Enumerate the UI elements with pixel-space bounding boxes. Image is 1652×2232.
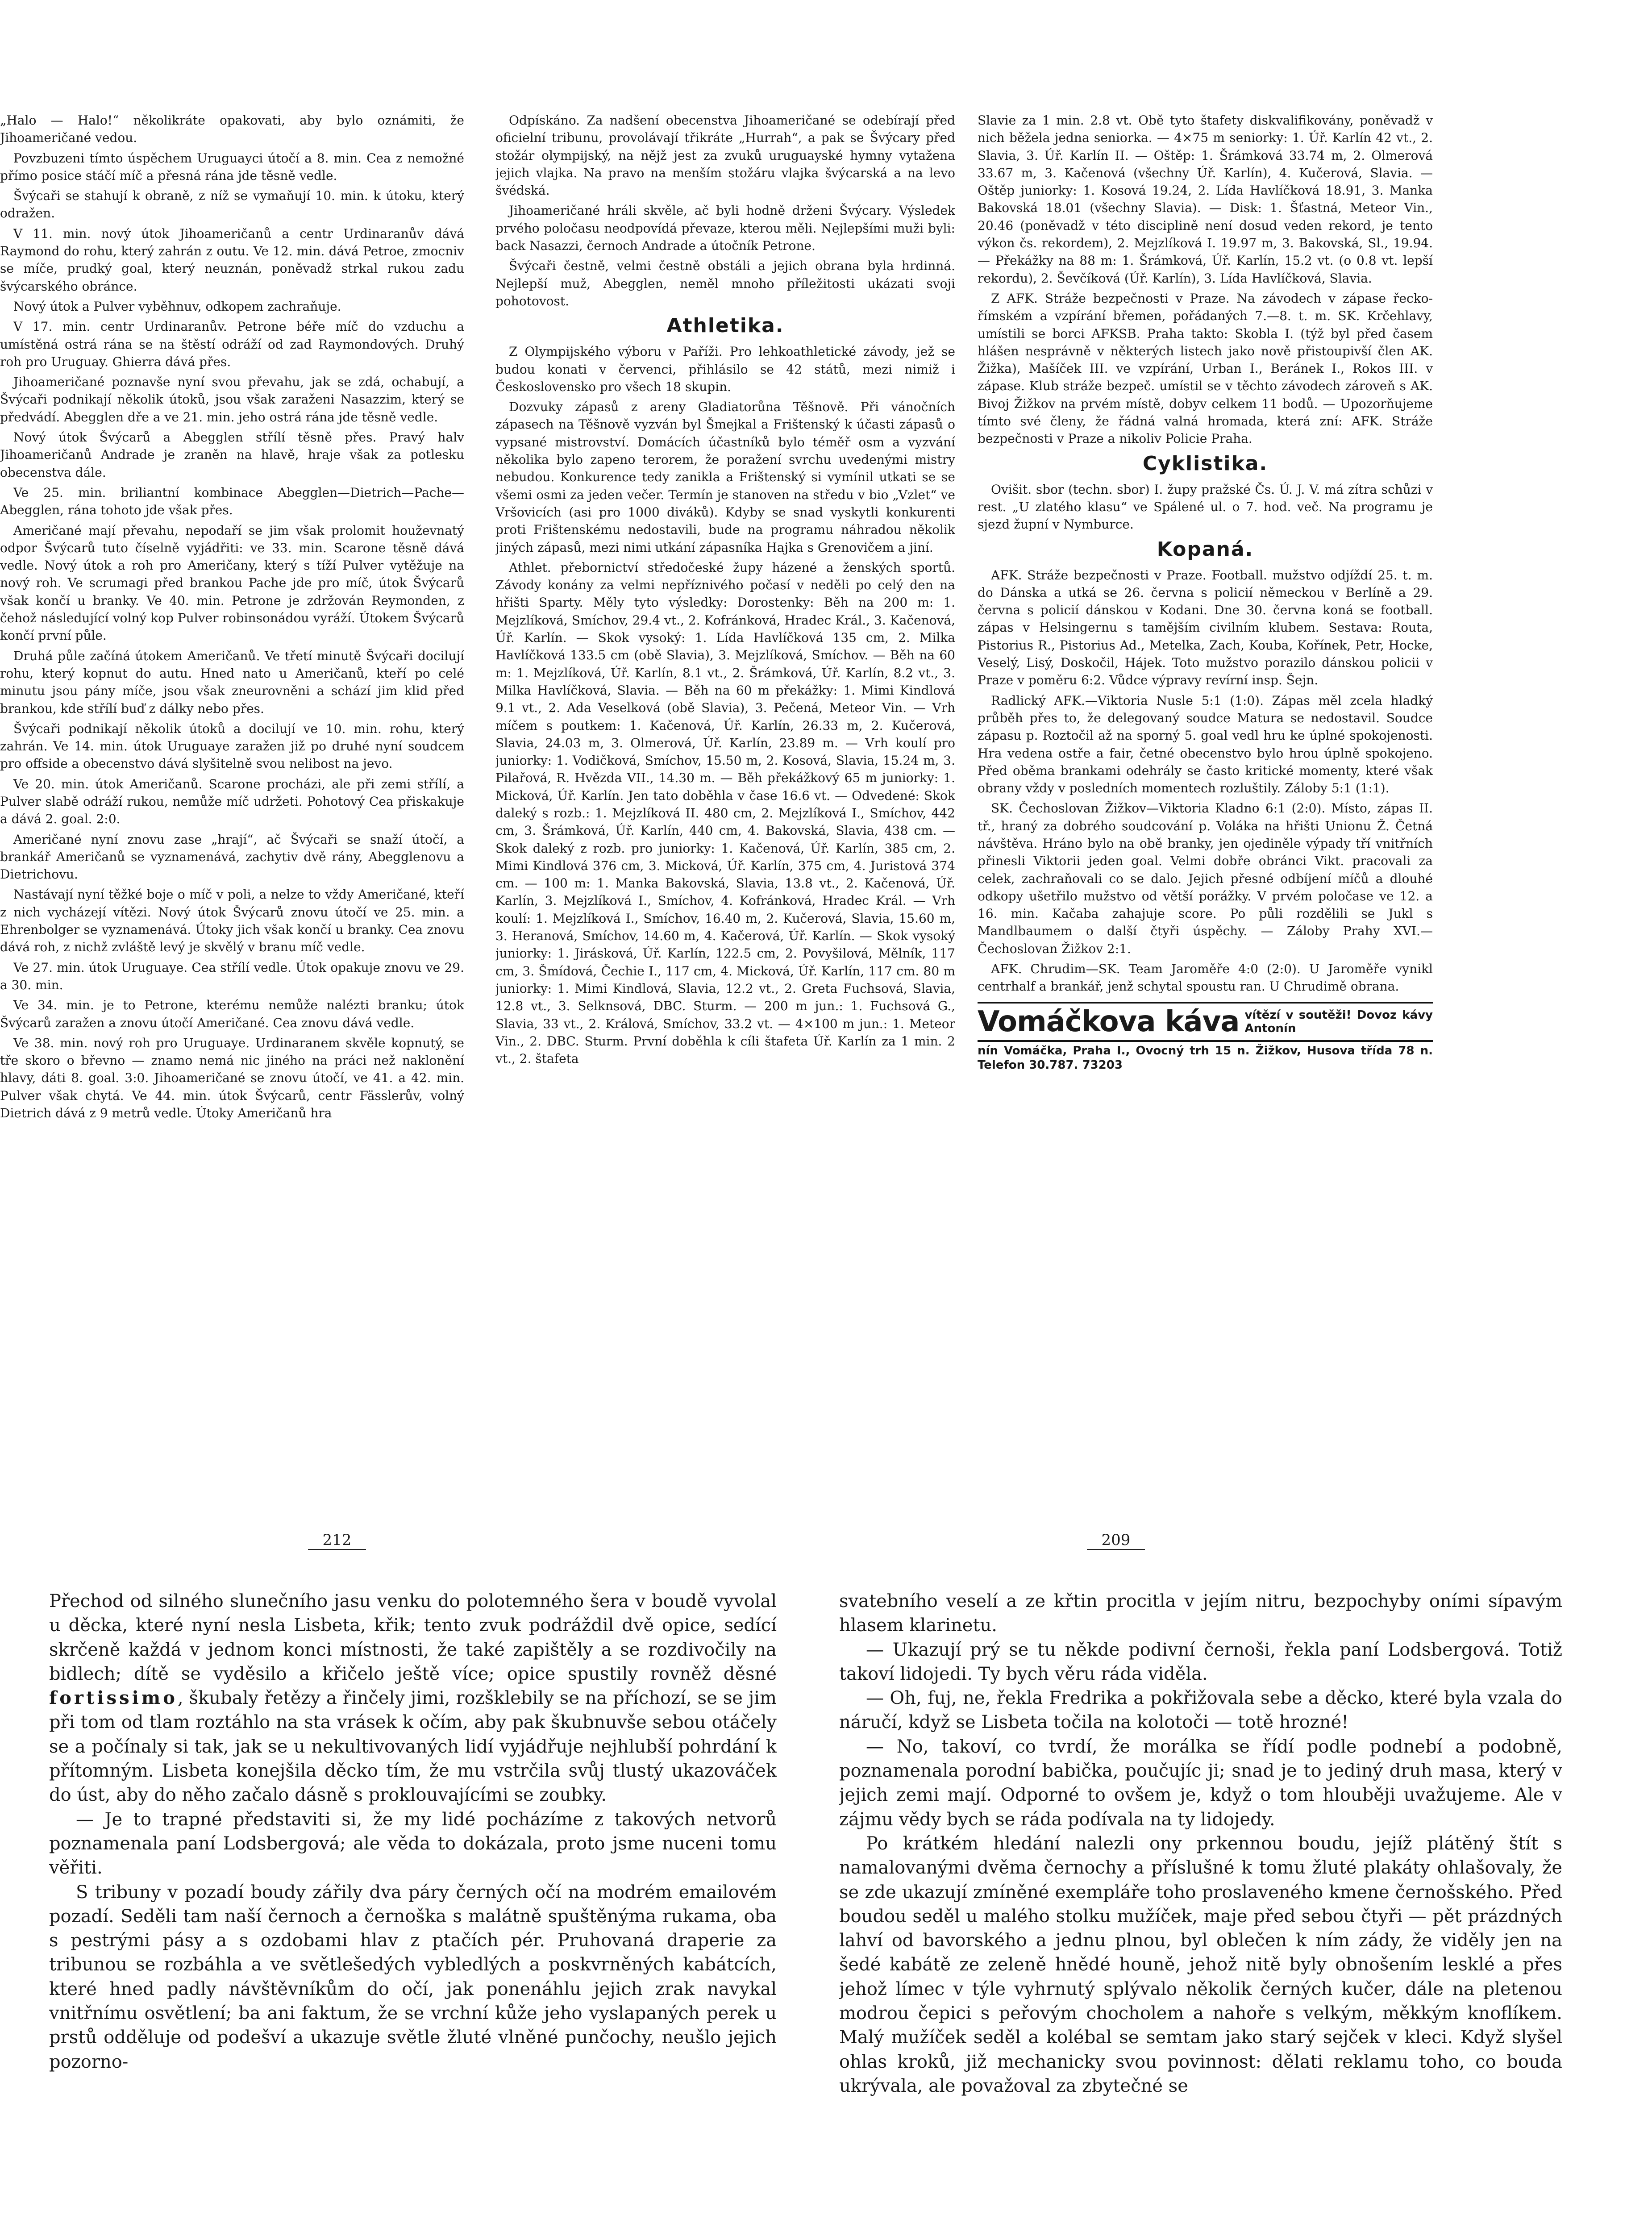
book-column-left (49, 1589, 777, 2232)
article-paragraph: Američané nyní znovu zase „hrají“, ač Švýcaři se snaží útočí, a brankář Američanů se vyznamenává, zachytiv dvě rány, Abegglenovu a Dietrichovu. (0, 832, 464, 882)
book-paragraph: Po krátkém hledání nalezli ony prkennou boudu, jejíž plátěný štít s namalovanými dvěma černochy a příslušné k tomu žluté plakáty ohlašovaly, že se zde ukazují zmíněné exempláře toho proslaveného kmene černošského. Před boudou seděl u malého stolku mužíček, maje před sebou čtyři — pět prázdných lahví od bavorského a jednu plnou, byl oblečen k ním zády, že viděly jen na šedé kabátě ze zeleně hnědé houně, jehož nitě byly obnošením lesklé a přes jehož límec v týle vyhrnutý splývalo několik černých kučer, dále na pletenou modrou čepici s peřovým chocholem a nahoře s velkým, měkkým knoflíkem. Malý mužíček seděl a kolébal se semtam jako starý sejček v kleci. Když slyšel ohlas kroků, již mechanicky svou povinnost: dělati reklamu toho, co bouda ukrývala, ale považoval za zbytečné se (839, 1833, 1562, 2096)
page-number-rule-left (308, 1549, 366, 1550)
book-paragraph: Přechod od silného slunečního jasu venku do polotemného šera v boudě vyvolal u děcka, které nyní nesla Lisbeta, křik; tento zvuk podráždil dvě opice, sedící skrčeně každá v jednom konci místnosti, že také zapištěly a se rozdivočily na bidlech; dítě se vyděsilo a křičelo ještě více; opice spustily rovněž děsné fortissimo, škubaly řetězy a řinčely jimi, rozšklebily se na příchozí, se se jim při tom od tlam roztáhlo na sta vrásek k očím, aby pak škubnuvše sebou otáčely se a počínaly si tak, jak se u nekultivovaných lidí vyjádřuje nejhlubší pohrdání k přítomným. Lisbeta konejšila děcko tím, že mu vstrčila svůj tlustý ukazováček do úst, aby do něho začalo dásně s proklouvajícími se zoubky. (49, 1591, 777, 1806)
advert-slogan: vítězí v soutěži! Dovoz kávy Antonín (1244, 1008, 1433, 1035)
article-paragraph: Nový útok Švýcarů a Abegglen střílí těsně přes. Pravý halv Jihoameričanů Andrade je zraněn na hlavě, hraje však za potlesku obecenstva dále. (0, 430, 464, 480)
article-paragraph: Odpískáno. Za nadšení obecenstva Jihoameričané se odebírají před oficielní tribunu, provolávají třikráte „Hurrah“, a pak se Švýcary před stožár olympijský, na nějž jest za zvuků uruguayské hymny vytažena jejich vlajka. Na pravo na menším stožáru vlajka švýcarská a na levo švédská. (495, 113, 955, 198)
article-paragraph: Jihoameričané poznavše nyní svou převahu, jak se zdá, ochabují, a Švýcaři podnikají několik útoků, jsou však zaraženi Nasazzim, který se předvádí. Abegglen dře a ve 21. min. jeho ostrá rána jde těsně vedle. (0, 375, 464, 425)
article-paragraph: Švýcaři se stahují k obraně, z níž se vymaňují 10. min. k útoku, který odražen. (0, 188, 464, 221)
article-paragraph: Povzbuzeni tímto úspěchem Uruguayci útočí a 8. min. Cea z nemožné přímo posice stáčí míč a přesná rána jde těsně vedle. (0, 150, 464, 183)
article-paragraph: Ve 27. min. útok Uruguaye. Cea střílí vedle. Útok opakuje znovu ve 29. a 30. min. (0, 960, 464, 992)
book-paragraph: — Ukazují prý se tu někde podivní černoši, řekla paní Lodsbergová. Totiž takoví lidojedi. Ty bych věru ráda viděla. (839, 1639, 1562, 1684)
newspaper-page-number-left: 212 (322, 1531, 352, 1549)
article-paragraph: Ve 38. min. nový roh pro Uruguaye. Urdinaranem skvěle kopnutý, se tře skoro o břevno — znamo nemá nic jiného na práci než naklonění hlavy, dáti 8. goal. 3:0. Jihoameričané se znovu útočí, ve 41. a 42. min. Pulver však chytá. Ve 44. min. útok Švýcarů, centr Fässlerův, volný Dietrich dává z 9 metrů vedle. Útoky Američanů hra (0, 1035, 464, 1121)
newspaper-column-football-report (0, 112, 464, 1504)
article-paragraph: V 11. min. nový útok Jihoameričanů a centr Urdinaranův dává Raymond do rohu, který zahrán z outu. Ve 12. min. dává Petroe, zmocniv se míče, prudký goal, který neuznán, poněvadž strkal rukou zadu švýcarského obránce. (0, 226, 464, 294)
article-paragraph: AFK. Stráže bezpečnosti v Praze. Football. mužstvo odjíždí 25. t. m. do Dánska a utká se 26. června s policií německou v Berlíně a 29. června s policií dánskou v Kodani. Dne 30. června koná se football. zápas v Helsingernu s tamějším civilním klubem. Sestava: Routa, Pistorius R., Pistorius Ad., Metelka, Zach, Kouba, Kořínek, Petr, Hocke, Veselý, Lisý, Doskočil, Hájek. Toto mužstvo porazilo dánskou policii v Praze v poměru 6:2. Vůdce výpravy revírní insp. Šejn. (978, 567, 1433, 688)
book-paragraph: — Oh, fuj, ne, řekla Fredrika a pokřižovala sebe a děcko, které byla vzala do náručí, když se Lisbeta točila na kolotoči — totě hrozné! (839, 1688, 1562, 1733)
cycling-articles (978, 481, 1433, 533)
article-paragraph: Z AFK. Stráže bezpečnosti v Praze. Na závodech v zápase řecko-římském a vzpírání břemen, pořádaných 7.—8. t. m. SK. Krčehlavy, umístili se borci AFKSB. Praha takto: Skobla I. (týž byl před časem hlášen nesprávně v některých listech jako nově přistoupivší člen AK. Žižka), Mašíček III. ve vzpírání, Urban I., Beránek I., Rokos III. v zápase. Klub stráže bezpeč. umístil se v těchto závodech zároveň s AK. Bivoj Žižkov na prvém místě, dobyv celkem 11 bodů. — Upozorňujeme tímto své členy, že řádná valná hromada, která zní: AFK. Stráže bezpečnosti v Praze a nikoliv Policie Praha. (978, 291, 1433, 446)
article-paragraph: Nový útok a Pulver vyběhnuv, odkopem zachraňuje. (13, 299, 341, 314)
article-paragraph: Slavie za 1 min. 2.8 vt. Obě tyto štafety diskvalifikovány, poněvadž v nich běžela jedna seniorka. — 4×75 m seniorky: 1. Úř. Karlín 42 vt., 2. Slavia, 3. Úř. Karlín II. — Oštěp: 1. Šrámková 33.74 m, 2. Olmerová 33.67 m, 3. Kačenová (všechny Úř. Karlín), 4. Kučerová, Slavia. — Oštěp juniorky: 1. Kosová 19.24, 2. Lída Havlíčková 18.91, 3. Manka Bakovská 18.01 (všechny Slavia). — Disk: 1. Šťastná, Meteor Vin., 20.46 (poněvadž v této disciplině není dosud veden rekord, je tento výkon čs. rekordem), 2. Mejzlíková I. 19.97 m, 3. Bakovská, Sl., 19.94. — Překážky na 88 m: 1. Šrámková, Úř. Karlín, 15.2 vt. (o 0.8 vt. lepší rekordu), 2. Ševčíková (Úř. Karlín), 3. Lída Havlíčková, Slavia. (978, 113, 1433, 286)
page-number-rule-right (1087, 1549, 1145, 1550)
article-paragraph: Nastávají nyní těžké boje o míč v poli, a nelze to vždy Američané, kteří z nich vycházejí vítězi. Nový útok Švýcarů znovu útočí ve 25. min. a Ehrenbolger se vyznamenává. Útoky jich však končí u branky. Cea znovu dává roh, z nichž zvláště levý je skvělý v branu míč vedle. (0, 887, 464, 955)
book-paragraph: — Je to trapné představiti si, že my lidé pocházíme z takových netvorů poznamenala paní Lodsbergová; ale věda to dokázala, proto jsme nuceni tomu věřiti. (49, 1809, 777, 1878)
newspaper-column-sports-news (978, 112, 1433, 1504)
football-articles (978, 566, 1433, 995)
section-heading-athletics: Athletika. (666, 314, 784, 337)
article-paragraph: V 17. min. centr Urdinaranův. Petrone béře míč do vzduchu a umístěná ostrá rána se na štěstí odráží od zad Raymondových. Druhý roh pro Uruguay. Ghierra dává přes. (0, 319, 464, 369)
emphasized-word: fortissimo (49, 1687, 178, 1709)
article-paragraph: Dozvuky zápasů z areny Gladiatorůna Těšnově. Při vánočních zápasech na Těšnově vyzván byl Šmejkal a Frištenský k účasti zápasů o vypsané mistrovství. Domácích účastníků bylo téměř osm a vyzvání několika bylo zapeno terorem, že poražení svrchu uvedenými mistry nebudou. Konkurence tedy zanikla a Frištenský si vymínil utkati se se všemi osmi za jeden večer. Termín je stanoven na středu v bio „Vzlet“ ve Vršovicích (asi pro 1000 diváků). Kdyby se snad vyskytli konkurenti proti Frištenskému nedostavili, bude na programu náhradou několik jiných zápasů, mezi nimi utkání zápasníka Hajka s Grenovičem a jiní. (495, 400, 955, 555)
athletics-articles (495, 343, 955, 1067)
article-paragraph: Švýcaři čestně, velmi čestně obstáli a jejich obrana byla hrdinná. Nejlepší muž, Abegglen, neměl mnoho příležitosti ukázati svoji pohotovost. (495, 258, 955, 308)
article-paragraph: Athlet. přebornictví středočeské župy házené a ženských sportů. Závody konány za velmi nepříznivého počasí v neděli po celý den na hřišti Sparty. Měly tyto výsledky: Dorostenky: Běh na 200 m: 1. Mejzlíková, Smíchov, 29.4 vt., 2. Kofránková, Hradec Král., 3. Kačenová, Úř. Karlín. — Skok vysoký: 1. Lída Havlíčková 135 cm, 2. Milka Havlíčková 133.5 cm (obě Slavia), 3. Mejzlíková, Smíchov. — Běh na 60 m: 1. Mejzlíková, Úř. Karlín, 8.1 vt., 2. Šrámková, Úř. Karlín, 8.2 vt., 3. Milka Havlíčková, Slavia. — Běh na 60 m překážky: 1. Mimi Kindlová 9.1 vt., 2. Ada Veselková (obě Slavia), 3. Pečená, Meteor Vin. — Vrh míčem s poutkem: 1. Kačenová, Úř. Karlín, 26.33 m, 2. Kučerová, Slavia, 24.03 m, 3. Olmerová, Úř. Karlín, 23.89 m. — Vrh koulí pro juniorky: 1. Vodičková, Smíchov, 15.50 m, 2. Kosová, Slavia, 15.24 m, 3. Pilařová, R. Hvězda VII., 14.30 m. — Běh překážkový 65 m juniorky: 1. Micková, Úř. Karlín. Jen tato doběhla v čase 16.6 vt. — Odvedené: Skok daleký s rozb.: 1. Mejzlíková II. 480 cm, 2. Mejzlíková I., Smíchov, 442 cm, 3. Šrámková, Úř. Karlín, 440 cm, 4. Bakovská, Slavia, 438 cm. — Skok daleký z rozb. pro juniorky: 1. Kačenová, Úř. Karlín, 385 cm, 2. Mimi Kindlová 376 cm, 3. Micková, Úř. Karlín, 375 cm, 4. Juristová 374 cm. — 100 m: 1. Manka Bakovská, Slavia, 13.8 vt., 2. Kačenová, Úř. Karlín, 3. Mejzlíková I., Smíchov, 4. Kofránková, Hradec Král. — Vrh koulí: 1. Mejzlíková I., Smíchov, 16.40 m, 2. Kučerová, Slavia, 15.60 m, 3. Heranová, Smíchov, 14.60 m, 4. Kačerová, Úř. Karlín. — Skok vysoký juniorky: 1. Jirásková, Úř. Karlín, 122.5 cm, 2. Povyšilová, Mělník, 117 cm, 3. Šmídová, Čechie I., 117 cm, 4. Micková, Úř. Karlín, 117 cm. 80 m juniorky: 1. Mimi Kindlová, Slavia, 12.2 vt., 2. Greta Fuchsová, Slavia, 12.8 vt., 3. Selknsová, DBC. Sturm. — 200 m jun.: 1. Fuchsová G., Slavia, 33 vt., 2. Králová, Smíchov, 33.2 vt. — 4×100 m jun.: 1. Meteor Vin., 2. DBC. Sturm. První doběhla k cíli štafeta Úř. Karlín za 1 min. 2 vt., 2. štafeta (495, 560, 955, 1066)
athletics-results-continued (978, 112, 1433, 448)
section-heading-football: Kopaná. (1157, 537, 1254, 561)
book-paragraph: S tribuny v pozadí boudy zářily dva páry černých očí na modrém emailovém pozadí. Seděli tam naší černoch a černoška s malátně spuštěnýma rukama, oba s pestrými pásy a s ozdobami hlav z ptačích pér. Pruhovaná draperie za tribunou se rozbáhla a ve světlešedých vybledlých a poskvrněných kabátcích, které hned padly návštěvníkům do očí, jak ponenáhlu jejich zrak navykal vnitřnímu osvětlení; ba ani faktum, že se vrchní kůže jeho vyslapaných perek u prstů odděluje od podešví a ukazuje světle žluté vlněné punčochy, neušlo jejich pozorno- (49, 1882, 777, 2072)
article-paragraph: Ve 25. min. briliantní kombinace Abegglen—Dietrich—Pache—Abegglen, rána tohoto jde však přes. (0, 485, 464, 518)
article-paragraph: Američané mají převahu, nepodaří se jim však prolomit houževnatý odpor Švýcarů tuto číselně vyjádřiti: ve 33. min. Scarone těsně dává vedle. Nový útok a roh pro Američany, který s tíží Pulver vytěžuje na nový roh. Ve scrumagi před brankou Pache jde pro míč, útok Švýcarů však končí u branky. Ve 40. min. Petrone je zdržován Reymonden, z čehož následující volný kop Pulver robinsonádou vyráží. Útokem Švýcarů končí první půle. (0, 523, 464, 643)
article-paragraph: SK. Čechoslovan Žižkov—Viktoria Kladno 6:1 (2:0). Místo, zápas II. tř., hraný za dobrého soudcování p. Voláka na hřišti Unionu Ž. Četná návštěva. Hráno bylo na obě branky, jen ojediněle výpady tří vnitřních přinesli Viktorii jeden goal. Velmi dobře obránci Vikt. pracovali za celek, zachraňovali co se dalo. Jejich přesné odbíjení míčů a dlouhé odkopy ušetřilo mužstvo od větší porážky. V prvém poločase ve 12. a 16. min. Kačaba zahajuje score. Po půli rozdělili se Jukl s Mandlbaumem o další čtyři úspěchy. — Záloby Prahy XVI.—Čechoslovan Žižkov 2:1. (978, 801, 1433, 956)
book-paragraph: svatebního veselí a ze křtin procitla v jejím nitru, bezpochyby oními sípavým hlasem klarinetu. (839, 1591, 1562, 1636)
advert-brand: Vomáčkova káva (978, 1005, 1240, 1038)
newspaper-column-athletics (495, 112, 955, 1504)
football-report-conclusion (495, 112, 955, 310)
section-heading-cycling: Cyklistika. (1142, 452, 1268, 475)
article-paragraph: AFK. Chrudim—SK. Team Jaroměře 4:0 (2:0). U Jaroměře vynikl centrhalf a brankář, jenž schytal spoustu ran. U Chrudimě obrana. (978, 962, 1433, 994)
article-paragraph: Ve 20. min. útok Američanů. Scarone procházi, ale při zemi střílí, a Pulver slabě odráží rukou, nemůže míč udržeti. Pohotový Cea přiskakuje a dává 2. goal. 2:0. (0, 776, 464, 827)
article-paragraph: „Halo — Halo!“ několikráte opakovati, aby bylo oznámiti, že Jihoameričané vedou. (0, 113, 464, 146)
article-paragraph: Ovišit. sbor (techn. sbor) I. župy pražské Čs. Ú. J. V. má zítra schůzi v rest. „U zlatého klasu“ ve Spálené ul. o 7. hod. več. Na programu je sjezd župní v Nymburce. (978, 482, 1433, 532)
book-paragraph: — No, takoví, co tvrdí, že morálka se řídí podle podnebí a podobně, poznamenala porodní babička, poučujíc ji; snad je to jediný druh masa, který v jejich zemi mají. Odporné to ovšem je, když o tom hlouběji uvažujeme. Ale v zájmu vědy bych se ráda podívala na ty lidojedy. (839, 1736, 1562, 1830)
newspaper-page-number-right: 209 (1101, 1531, 1131, 1549)
article-paragraph: Švýcaři podnikají několik útoků a docilují ve 10. min. rohu, který zahrán. Ve 14. min. útok Uruguaye zaražen již po druhé nyní soudcem pro offside a obecenstvo dává slyšitelně svou nelibost na jevo. (0, 721, 464, 771)
article-paragraph: Ve 34. min. je to Petrone, kterému nemůže nalézti branku; útok Švýcarů zaražen a znovu útočí Američané. Cea znovu dává vedle. (0, 998, 464, 1030)
article-paragraph: Druhá půle začíná útokem Američanů. Ve třetí minutě Švýcaři docilují rohu, který kopnut do autu. Hned nato u Američanů, kteří po celé minutu jsou pány míče, jsou však zneurovněni a schází jim klid před brankou, kde střílí buď z dálky nebo přes. (0, 648, 464, 716)
article-paragraph: Jihoameričané hráli skvěle, ač byli hodně drženi Švýcary. Výsledek prvého poločasu neodpovídá převaze, kterou měli. Nejlepšími muži byli: back Nasazzi, černoch Andrade a útočník Petrone. (495, 203, 955, 254)
article-paragraph: Z Olympijského výboru v Paříži. Pro lehkoathletické závody, jež se budou konati v červenci, přihlásilo se 42 států, mezi nimiž i Československo pro všech 18 skupin. (495, 344, 955, 394)
advert-address: nín Vomáčka, Praha I., Ovocný trh 15 n. Žižkov, Husova třída 78 n. Telefon 30.787. 73203 (978, 1044, 1433, 1072)
book-column-right (839, 1589, 1562, 2232)
coffee-advertisement (978, 1002, 1433, 1042)
article-paragraph: Radlický AFK.—Viktoria Nusle 5:1 (1:0). Zápas měl zcela hladký průběh přes to, že delegovaný soudce Matura se nedostavil. Soudce zápasu p. Roztočil až na sporný 5. goal vedl hru ke úplné spokojenosti. Hra vedena ostře a fair, četné obecenstvo bylo hrou úplně spokojeno. Před oběma brankami odehrály se často kritické momenty, které však obrany vždy v posledních momentech rozluštily. Záloby 5:1 (1:1). (978, 693, 1433, 796)
